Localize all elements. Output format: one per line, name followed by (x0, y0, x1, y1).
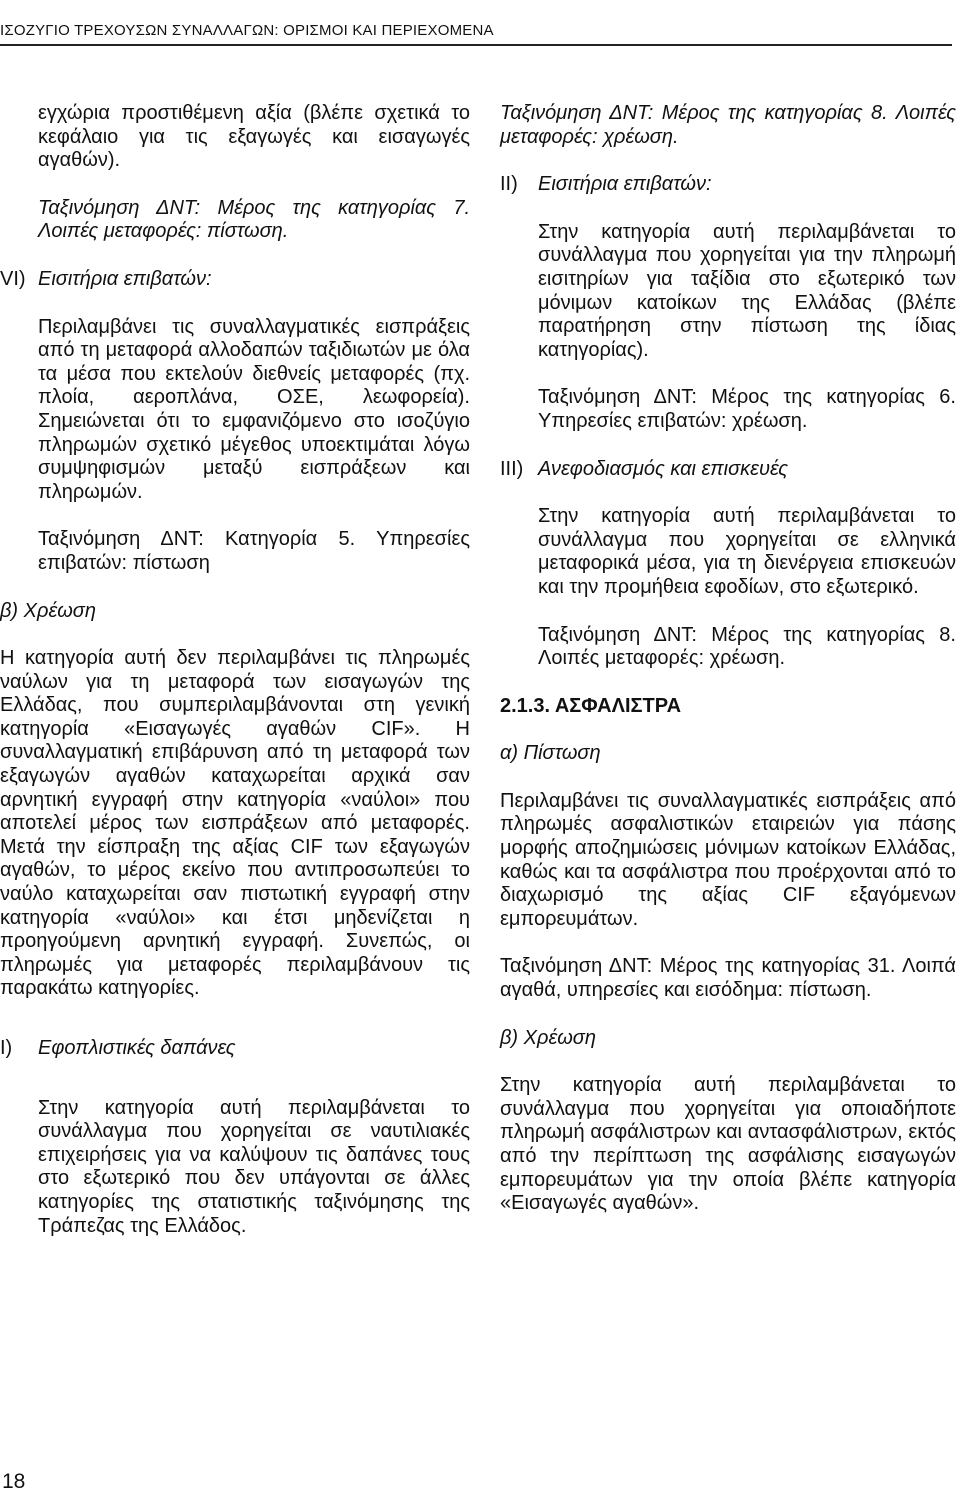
classification-note: Ταξινόμηση ΔΝΤ: Μέρος της κατηγορίας 7. Λοιπές μεταφορές: πίστωση. (38, 196, 470, 243)
paragraph: Περιλαμβάνει τις συναλλαγματικές εισπράξεις από τη μεταφορά αλλοδαπών ταξιδιωτών με όλα τα μέσα που εκτελούν διεθνείς μεταφορές (πχ. πλοία, αεροπλάνα, ΟΣΕ, λεωφορεία). Σημειώνεται ότι το εμφανιζόμενο στο ισοζύγιο πληρωμών σχετικό μέγεθος υποεκτιμάται λόγω συμψηφισμών μεταξύ εισπράξεων και πληρωμών. (38, 315, 470, 503)
classification-note: Ταξινόμηση ΔΝΤ: Μέρος της κατηγορίας 8. Λοιπές μεταφορές: χρέωση. (500, 102, 956, 148)
classification-note: Ταξινόμηση ΔΝΤ: Μέρος της κατηγορίας 31. Λοιπά αγαθά, υπηρεσίες και εισόδημα: πίστωση. (500, 955, 956, 1002)
subsection-number: II) (500, 173, 518, 196)
subsection-title: Εισιτήρια επιβατών: (538, 173, 712, 196)
subsection-title: Ανεφοδιασμός και επισκευές (538, 457, 788, 480)
right-column (500, 102, 956, 1216)
paragraph: Η κατηγορία αυτή δεν περιλαμβάνει τις πληρωμές ναύλων για τη μεταφορά των εισαγωγών της Ελλάδας, που συμπεριλαμβάνονται στη γενική κατηγορία «Εισαγωγές αγαθών CIF». Η συναλλαγματική επιβάρυνση από τη μεταφορά των εξαγωγών αγαθών καταχωρείται αρχικά σαν αρνητική εγγραφή στην κατηγορία «ναύλοι» που αποτελεί μέρος των εισπράξεων από μεταφορές. Μετά την είσπραξη της αξίας CIF των εξαγωγών αγαθών, το μέρος εκείνο που αντιπροσωπεύει το ναύλο καταχωρείται σαν πιστωτική εγγραφή στην κατηγορία «ναύλοι» και έτσι μηδενίζεται η προηγούμενη αρνητική εγγραφή. Συνεπώς, οι πληρωμές για μεταφορές περιλαμβάνουν τις παρακάτω κατηγορίες. (0, 647, 470, 1000)
classification-note: Ταξινόμηση ΔΝΤ: Κατηγορία 5. Υπηρεσίες επιβατών: πίστωση (38, 528, 470, 574)
subsection-title: Εισιτήρια επιβατών: (38, 267, 212, 290)
paragraph: Στην κατηγορία αυτή περιλαμβάνεται το συνάλλαγμα που χορηγείται για την πληρωμή εισιτηρίων για ταξίδια στο εξωτερικό των μόνιμων κατοίκων της Ελλάδας (βλέπε παρατήρηση στην πίστωση της ίδιας κατηγορίας). (538, 220, 956, 361)
running-header: ΙΣΟΖΥΓΙΟ ΤΡΕΧΟΥΣΩΝ ΣΥΝΑΛΛΑΓΩΝ: ΟΡΙΣΜΟΙ ΚΑΙ ΠΕΡΙΕΧΟΜΕΝΑ (0, 22, 494, 39)
paragraph: Στην κατηγορία αυτή περιλαμβάνεται το συνάλλαγμα που χορηγείται για οποιαδήποτε πληρωμή ασφάλιστρων και αντασφάλιστρων, εκτός από την περίπτωση της ασφάλισης εισαγωγών εμπορευμάτων για την οποία βλέπε κατηγορία «Εισαγωγές αγαθών». (500, 1074, 956, 1215)
paragraph: Στην κατηγορία αυτή περιλαμβάνεται το συνάλλαγμα που χορηγείται σε ναυτιλιακές επιχειρήσεις για να καλύψουν τις δαπάνες τους στο εξωτερικό που δεν υπάγονται σε άλλες κατηγορίες της στατιστικής ταξινόμησης της Τράπεζας της Ελλάδος. (38, 1096, 470, 1237)
paragraph: Στην κατηγορία αυτή περιλαμβάνεται το συνάλλαγμα που χορηγείται σε ελληνικά μεταφορικά μέσα, για τη διενέργεια επισκευών και την προμήθεια εφοδίων, στο εξωτερικό. (538, 505, 956, 598)
paragraph: εγχώρια προστιθέμενη αξία (βλέπε σχετικά το κεφάλαιο για τις εξαγωγές και εισαγωγές αγαθών). (38, 102, 470, 172)
subsection-number: I) (0, 1037, 13, 1059)
paragraph: Περιλαμβάνει τις συναλλαγματικές εισπράξεις από πληρωμές ασφαλιστικών εταιρειών για πάσης μορφής αποζημιώσεις μόνιμων κατοίκων Ελλάδας, καθώς και τα ασφάλιστρα που προέρχονται από το διαχωρισμό της αξίας CIF εξαγόμενων εμπορευμάτων. (500, 789, 956, 930)
subsection-heading (0, 1037, 470, 1061)
page-number: 18 (2, 1470, 26, 1493)
subsection-heading (500, 173, 956, 197)
subsection-heading (0, 268, 470, 292)
section-heading: β) Χρέωση (500, 1026, 596, 1049)
section-heading: 2.1.3. ΑΣΦΑΛΙΣΤΡΑ (500, 694, 682, 717)
subsection-title: Εφοπλιστικές δαπάνες (38, 1037, 236, 1059)
left-column (0, 102, 470, 1238)
subsection-number: VI) (0, 267, 26, 290)
subsection-heading (500, 458, 956, 482)
classification-note: Ταξινόμηση ΔΝΤ: Μέρος της κατηγορίας 6. Υπηρεσίες επιβατών: χρέωση. (538, 386, 956, 432)
section-heading: α) Πίστωση (500, 742, 601, 765)
header-rule (0, 44, 952, 46)
classification-note: Ταξινόμηση ΔΝΤ: Μέρος της κατηγορίας 8. Λοιπές μεταφορές: χρέωση. (538, 623, 956, 670)
section-heading: β) Χρέωση (0, 599, 96, 622)
subsection-number: III) (500, 457, 524, 480)
